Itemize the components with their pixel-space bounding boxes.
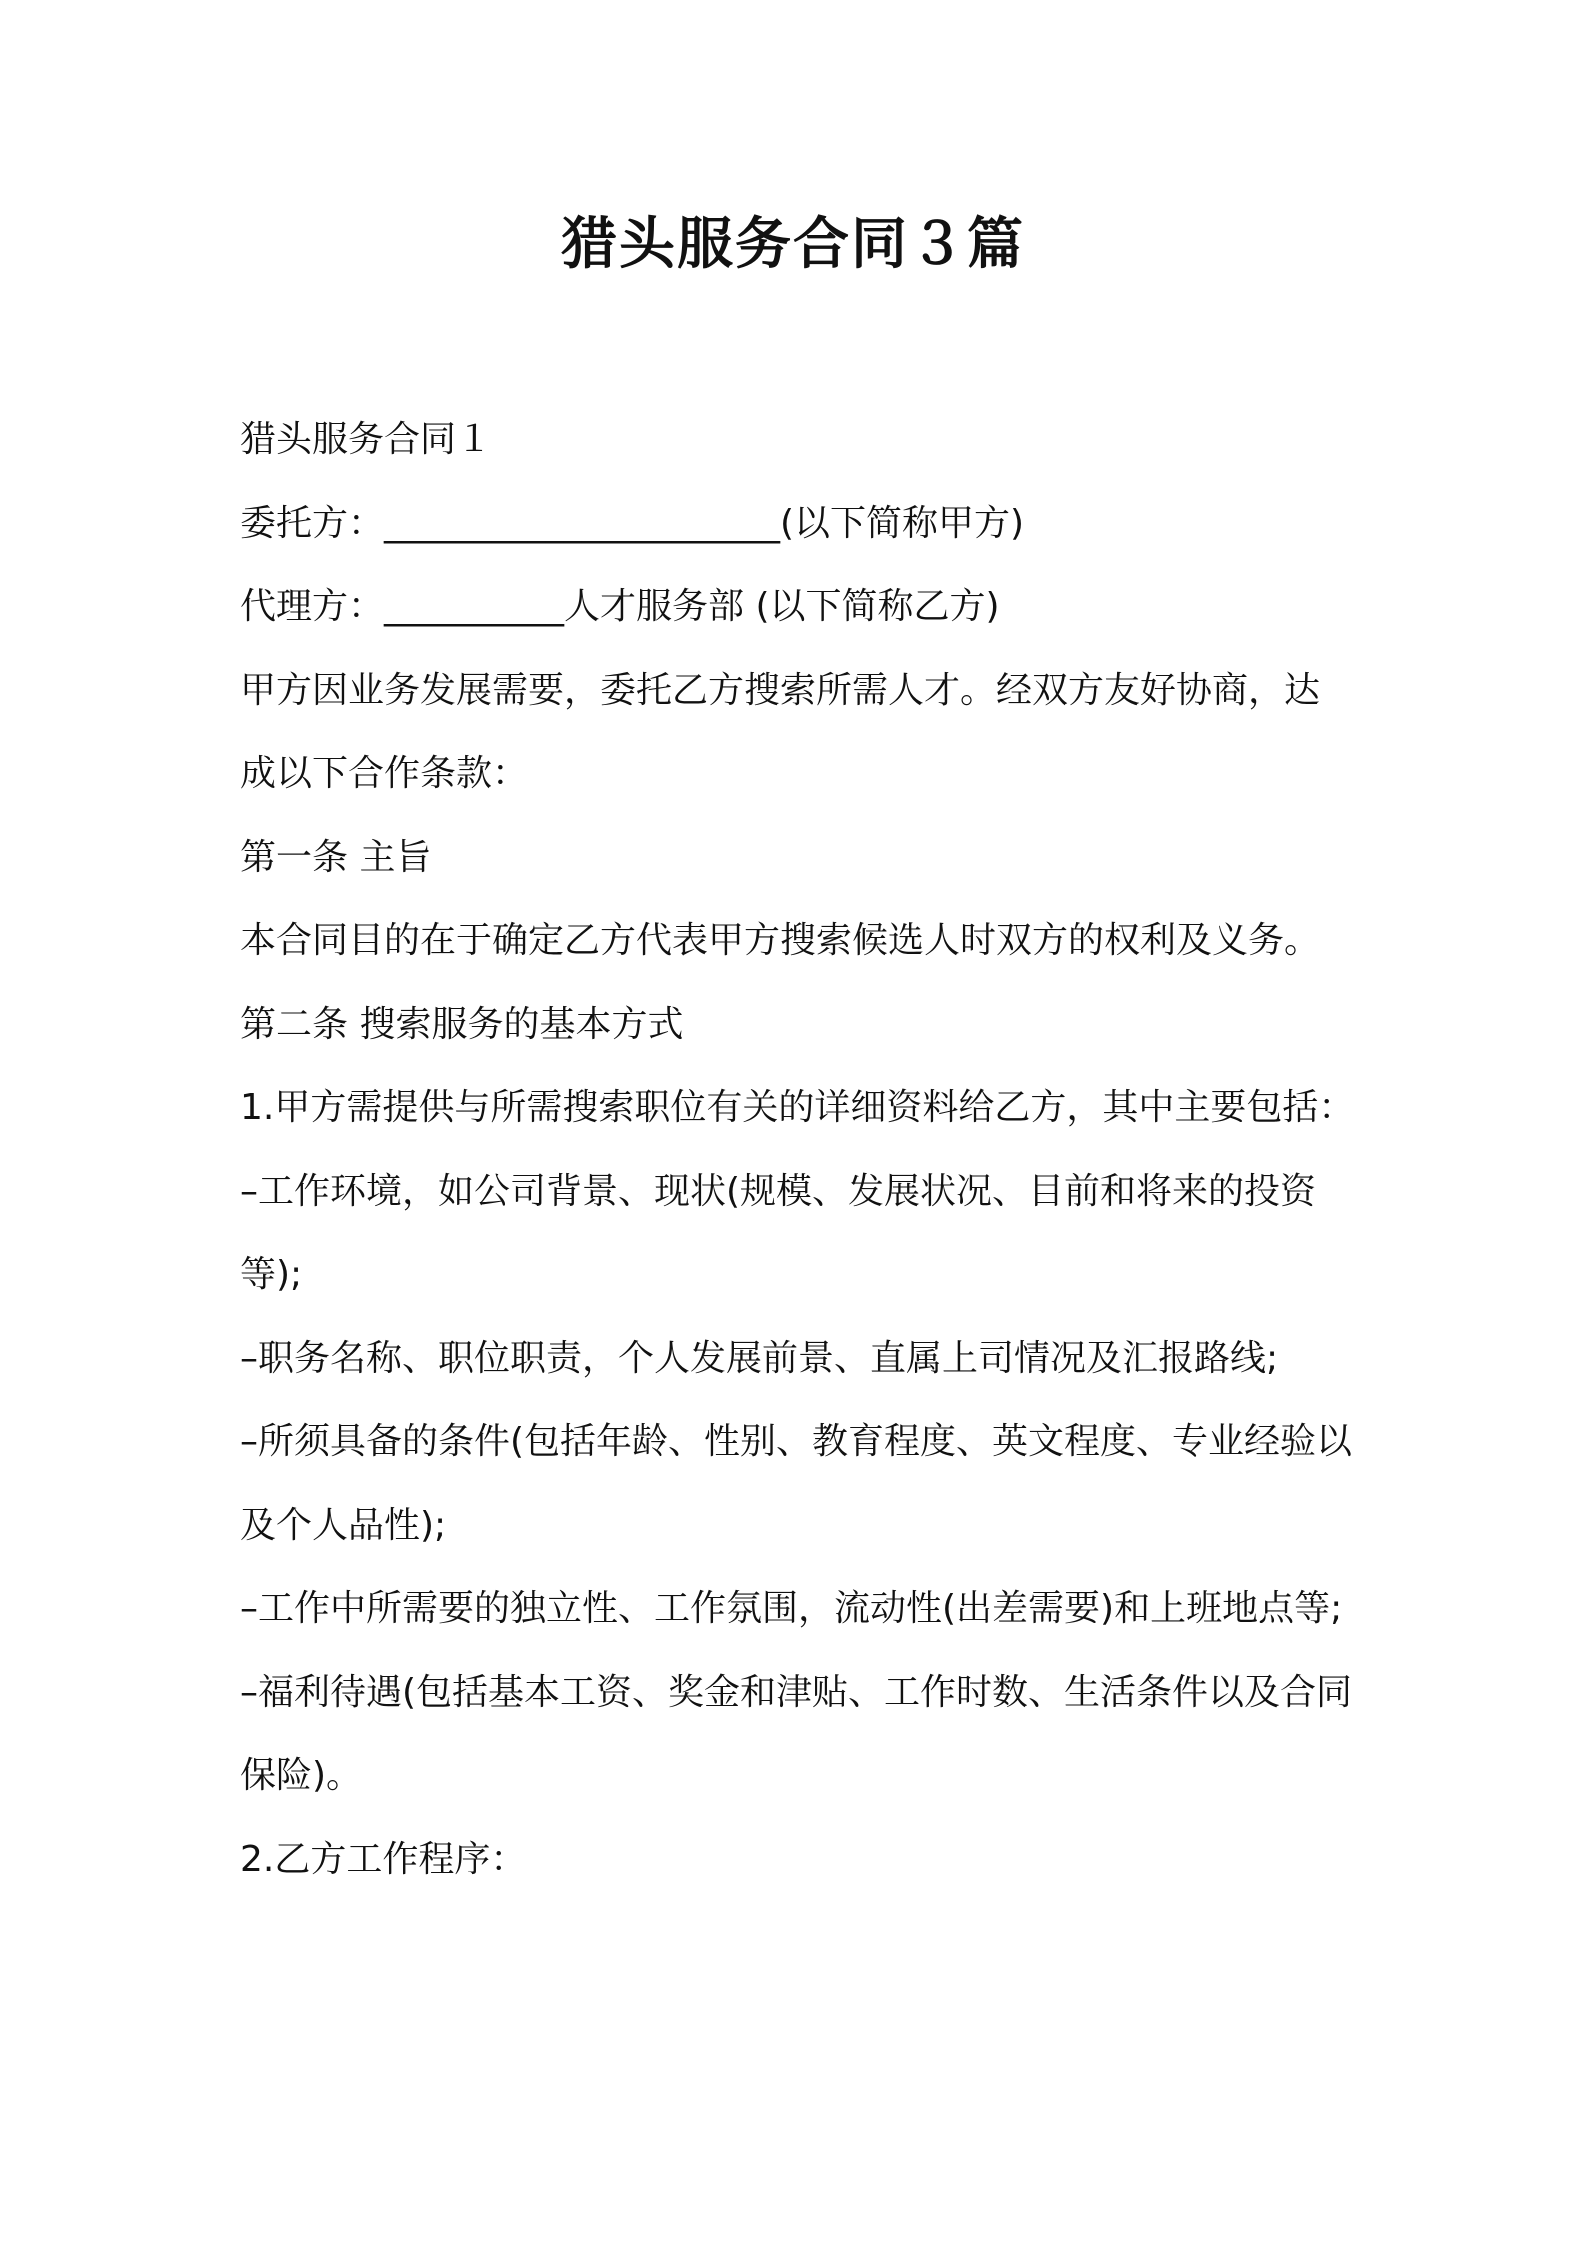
agent-party-line: 代理方：__________人才服务部 (以下简称乙方) xyxy=(240,586,1000,627)
clause-1-text: 1.甲方需提供与所需搜索职位有关的详细资料给乙方，其中主要包括： xyxy=(240,1087,1355,1128)
article-1-text: 本合同目的在于确定乙方代表甲方搜索候选人时双方的权利及义务。 xyxy=(240,920,1321,961)
intro-paragraph: 甲方因业务发展需要，委托乙方搜索所需人才。经双方友好协商，达成以下合作条款： xyxy=(240,669,1321,794)
list-item: –职务名称、职位职责，个人发展前景、直属上司情况及汇报路线; xyxy=(240,1337,1279,1379)
document-title: 猎头服务合同３篇 xyxy=(561,212,1025,277)
article-1-heading: 第一条 主旨 xyxy=(240,836,432,878)
article-2-heading: 第二条 搜索服务的基本方式 xyxy=(240,1003,684,1045)
list-item: –所须具备的条件(包括年龄、性别、教育程度、英文程度、专业经验以及个人品性); xyxy=(240,1421,1353,1546)
client-party-line: 委托方：______________________(以下简称甲方) xyxy=(240,502,1025,544)
list-item: –工作环境，如公司背景、现状(规模、发展状况、目前和将来的投资等); xyxy=(240,1170,1317,1295)
document-body xyxy=(240,398,1355,1901)
list-item: –福利待遇(包括基本工资、奖金和津贴、工作时数、生活条件以及合同保险)。 xyxy=(240,1671,1353,1796)
section-heading: 猎头服务合同１ xyxy=(240,419,493,460)
clause-2-heading: 2.乙方工作程序： xyxy=(240,1838,527,1880)
list-item: –工作中所需要的独立性、工作氛围，流动性(出差需要)和上班地点等; xyxy=(240,1588,1343,1629)
